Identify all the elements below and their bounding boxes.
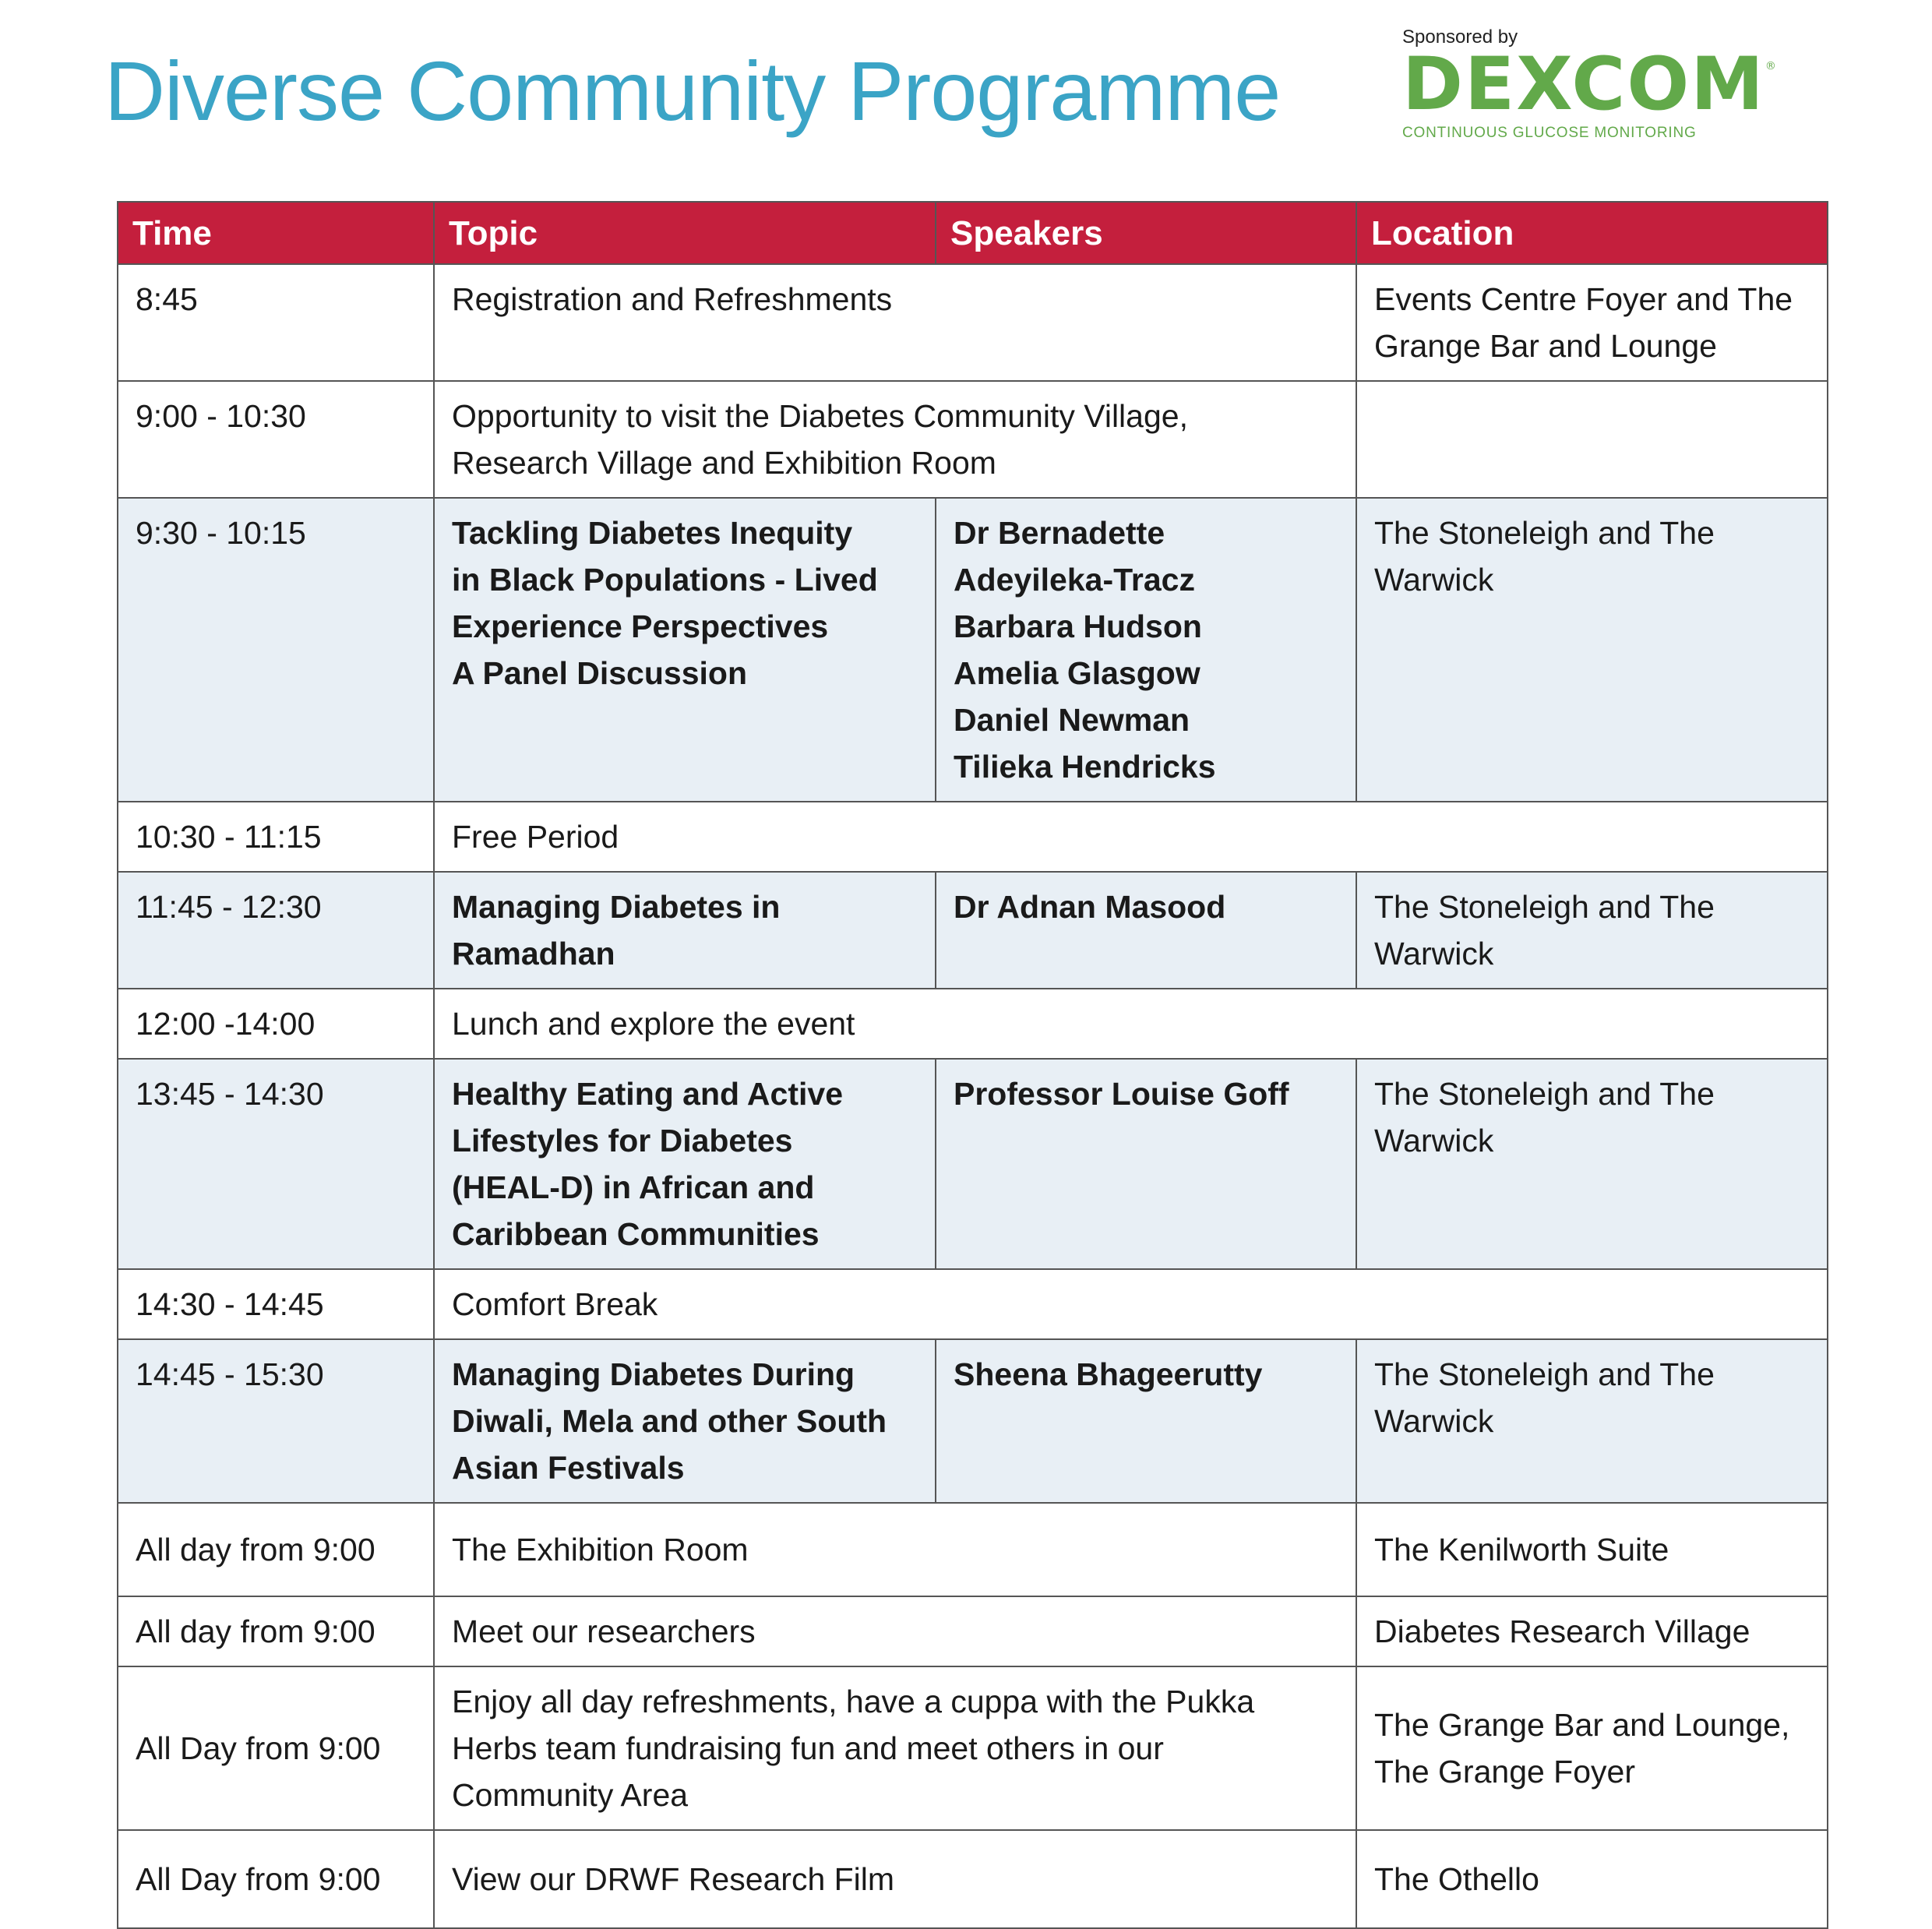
location-cell: [1356, 1339, 1828, 1503]
location-cell: The Othello: [1356, 1830, 1828, 1928]
header-speakers: Speakers: [936, 202, 1356, 264]
header-topic: Topic: [434, 202, 936, 264]
speaker-line: Sheena Bhageerutty: [954, 1356, 1263, 1392]
speakers-cell: [936, 1339, 1356, 1503]
time-cell: 11:45 - 12:30: [118, 872, 434, 989]
table-row: [118, 1269, 1828, 1339]
location-line: Warwick: [1374, 1403, 1494, 1439]
topic-cell: The Exhibition Room: [434, 1503, 1356, 1596]
table-row: [118, 264, 1828, 381]
location-line: The Grange Foyer: [1374, 1754, 1635, 1790]
topic-line: Lifestyles for Diabetes: [452, 1123, 793, 1158]
topic-cell: Free Period: [434, 802, 1828, 872]
location-line: Warwick: [1374, 1123, 1494, 1158]
table-row: [118, 1596, 1828, 1666]
topic-line: Healthy Eating and Active: [452, 1076, 843, 1112]
topic-cell: [434, 498, 936, 802]
table-row: [118, 1339, 1828, 1503]
location-line: Grange Bar and Lounge: [1374, 328, 1717, 364]
time-cell: 13:45 - 14:30: [118, 1059, 434, 1269]
topic-cell: Meet our researchers: [434, 1596, 1356, 1666]
time-cell: 14:30 - 14:45: [118, 1269, 434, 1339]
location-line: Warwick: [1374, 936, 1494, 972]
time-cell: All Day from 9:00: [118, 1666, 434, 1830]
time-cell: 12:00 -14:00: [118, 989, 434, 1059]
location-cell: The Kenilworth Suite: [1356, 1503, 1828, 1596]
table-row: [118, 872, 1828, 989]
speaker-line: Professor Louise Goff: [954, 1076, 1289, 1112]
location-cell: [1356, 381, 1828, 498]
speakers-cell: [936, 872, 1356, 989]
topic-cell: View our DRWF Research Film: [434, 1830, 1356, 1928]
topic-line: Community Area: [452, 1777, 689, 1813]
time-cell: All Day from 9:00: [118, 1830, 434, 1928]
topic-line: Managing Diabetes During: [452, 1356, 855, 1392]
topic-cell: [434, 1059, 936, 1269]
time-cell: All day from 9:00: [118, 1596, 434, 1666]
time-cell: 9:00 - 10:30: [118, 381, 434, 498]
programme-table: [117, 201, 1828, 1929]
table-row: [118, 1059, 1828, 1269]
location-cell: [1356, 1666, 1828, 1830]
topic-cell: Lunch and explore the event: [434, 989, 1828, 1059]
topic-cell: Comfort Break: [434, 1269, 1828, 1339]
table-row: [118, 498, 1828, 802]
header-time: Time: [118, 202, 434, 264]
location-line: The Grange Bar and Lounge,: [1374, 1707, 1790, 1743]
location-line: The Stoneleigh and The: [1374, 515, 1715, 551]
topic-line: Experience Perspectives: [452, 608, 829, 644]
topic-cell: [434, 1666, 1356, 1830]
time-cell: 9:30 - 10:15: [118, 498, 434, 802]
time-cell: 14:45 - 15:30: [118, 1339, 434, 1503]
location-cell: [1356, 1059, 1828, 1269]
speaker-line: Daniel Newman: [954, 702, 1190, 738]
sponsor-label: Sponsored by: [1402, 26, 1518, 48]
speakers-cell: [936, 1059, 1356, 1269]
topic-line: Asian Festivals: [452, 1450, 685, 1486]
location-line: Events Centre Foyer and The: [1374, 281, 1793, 317]
location-line: The Stoneleigh and The: [1374, 1076, 1715, 1112]
table-header-row: [118, 202, 1828, 264]
topic-line: Caribbean Communities: [452, 1216, 820, 1252]
location-cell: [1356, 872, 1828, 989]
speaker-line: Dr Adnan Masood: [954, 889, 1226, 925]
topic-line: Enjoy all day refreshments, have a cuppa with the Pukka: [452, 1684, 1255, 1719]
topic-line: in Black Populations - Lived: [452, 562, 878, 598]
time-cell: 8:45: [118, 264, 434, 381]
registered-mark: ®: [1765, 60, 1778, 72]
table-row: [118, 989, 1828, 1059]
topic-cell: Registration and Refreshments: [434, 264, 1356, 381]
table-row: [118, 1666, 1828, 1830]
topic-line: Tackling Diabetes Inequity: [452, 515, 853, 551]
speaker-line: Adeyileka-Tracz: [954, 562, 1195, 598]
topic-line: A Panel Discussion: [452, 655, 747, 691]
topic-cell: [434, 381, 1356, 498]
sponsor-block: [1402, 26, 1778, 142]
topic-line: Herbs team fundraising fun and meet others in our: [452, 1730, 1164, 1766]
location-line: The Stoneleigh and The: [1374, 889, 1715, 925]
location-line: The Stoneleigh and The: [1374, 1356, 1715, 1392]
dexcom-logo: [1402, 42, 1778, 127]
speaker-line: Dr Bernadette: [954, 515, 1165, 551]
topic-line: Opportunity to visit the Diabetes Community Village,: [452, 398, 1188, 434]
topic-cell: [434, 872, 936, 989]
topic-line: Ramadhan: [452, 936, 615, 972]
topic-line: Managing Diabetes in: [452, 889, 781, 925]
time-cell: All day from 9:00: [118, 1503, 434, 1596]
location-cell: [1356, 498, 1828, 802]
header-location: Location: [1356, 202, 1828, 264]
location-cell: [1356, 264, 1828, 381]
location-cell: Diabetes Research Village: [1356, 1596, 1828, 1666]
table-row: [118, 802, 1828, 872]
table-row: [118, 1503, 1828, 1596]
topic-line: (HEAL-D) in African and: [452, 1169, 815, 1205]
topic-line: Diwali, Mela and other South: [452, 1403, 887, 1439]
table-row: [118, 381, 1828, 498]
time-cell: 10:30 - 11:15: [118, 802, 434, 872]
topic-line: Research Village and Exhibition Room: [452, 445, 996, 481]
location-line: Warwick: [1374, 562, 1494, 598]
speaker-line: Amelia Glasgow: [954, 655, 1200, 691]
page-title: Diverse Community Programme: [104, 44, 1281, 138]
speaker-line: Barbara Hudson: [954, 608, 1202, 644]
table-row: [118, 1830, 1828, 1928]
speaker-line: Tilieka Hendricks: [954, 749, 1216, 785]
speakers-cell: [936, 498, 1356, 802]
topic-cell: [434, 1339, 936, 1503]
sponsor-brand: DEXCOM: [1402, 42, 1765, 127]
sponsor-tagline: CONTINUOUS GLUCOSE MONITORING: [1402, 125, 1697, 141]
